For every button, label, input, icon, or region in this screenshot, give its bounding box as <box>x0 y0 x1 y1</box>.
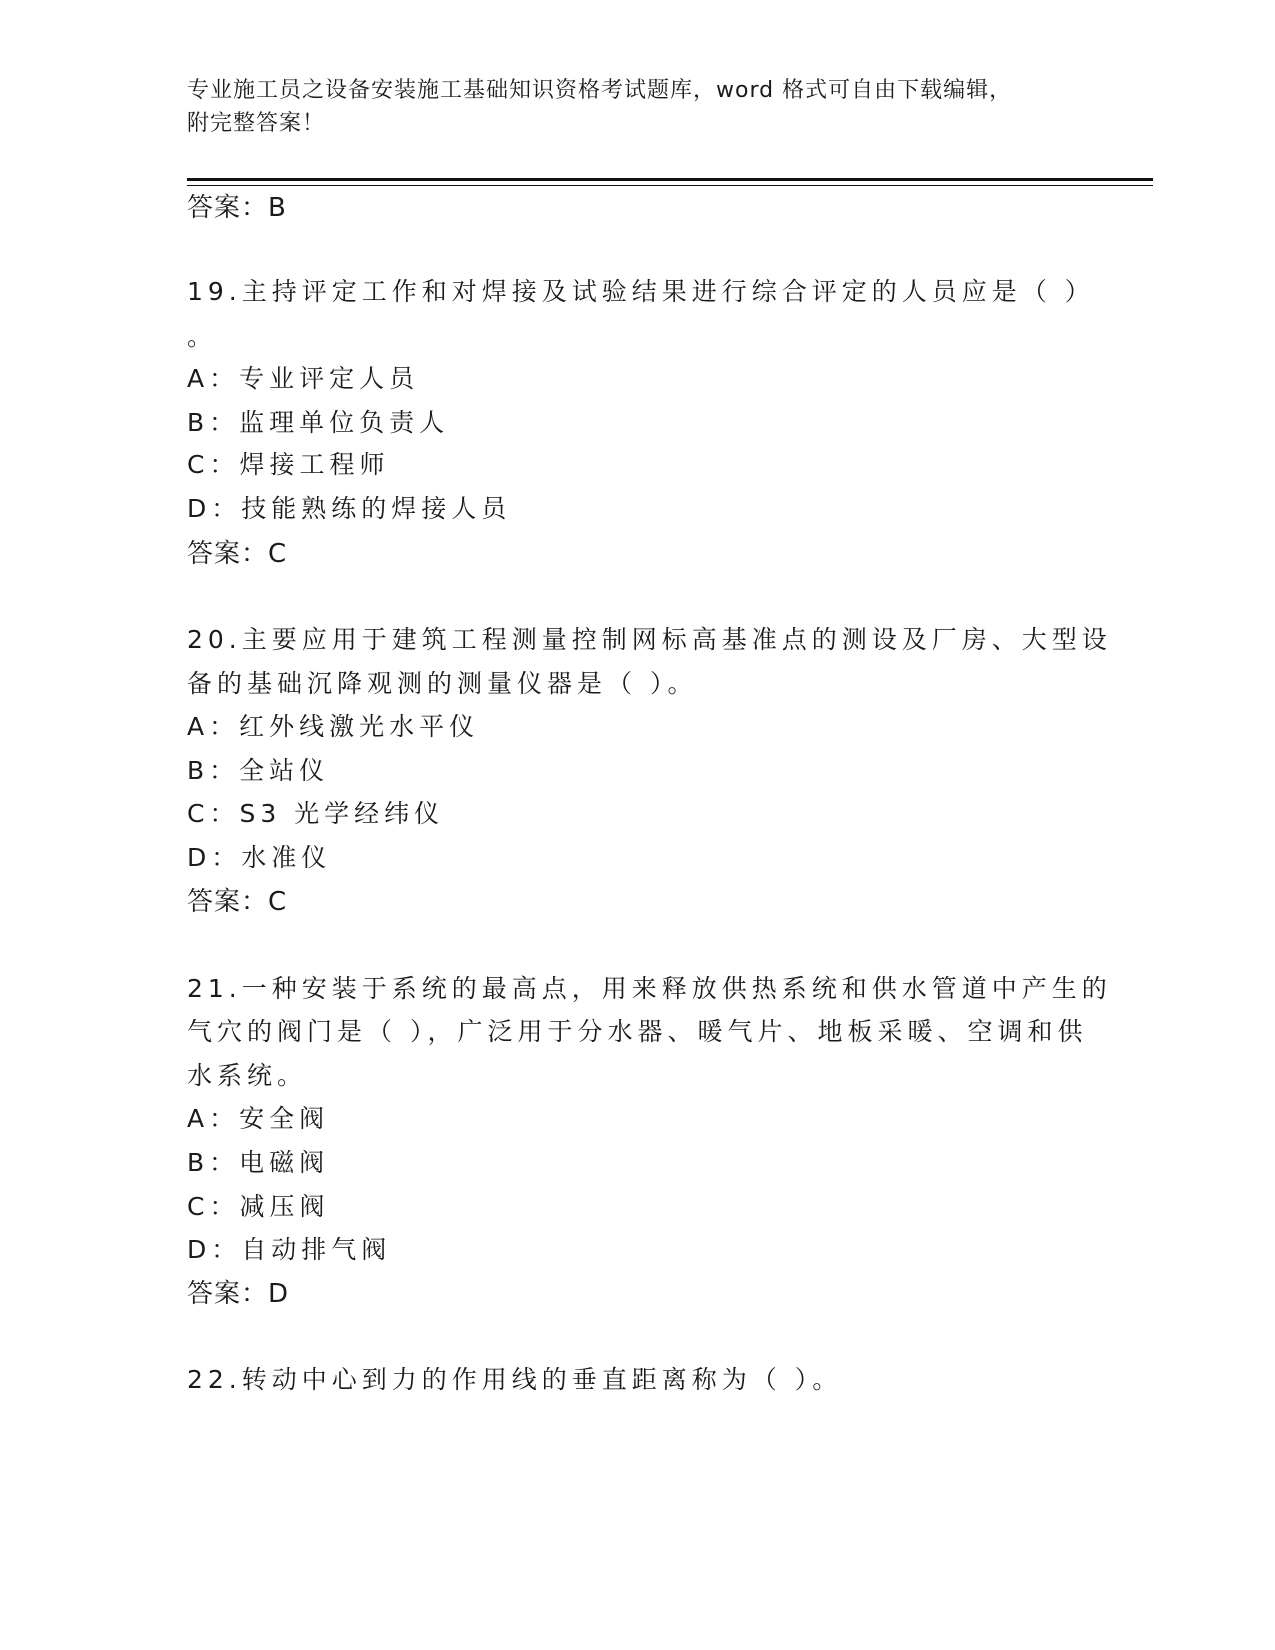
answer-text: 答案：B <box>187 193 287 223</box>
question-21-answer: 答案：D <box>187 1279 290 1309</box>
question-19-option-a: A：专业评定人员 <box>187 364 420 393</box>
question-19-answer: 答案：C <box>187 539 288 569</box>
question-20-line-2: 备的基础沉降观测的测量仪器是（ ）。 <box>187 669 698 698</box>
question-19-option-d: D：技能熟练的焊接人员 <box>187 494 512 523</box>
document-header <box>187 74 1067 140</box>
question-20-option-c: C：S3 光学经纬仪 <box>187 799 445 828</box>
question-19-line-2: 。 <box>187 322 218 351</box>
question-21-option-c: C：减压阀 <box>187 1192 330 1221</box>
question-21-line-2: 气穴的阀门是（ ），广泛用于分水器、暖气片、地板采暖、空调和供 <box>187 1017 1088 1046</box>
question-20-option-a: A：红外线激光水平仪 <box>187 712 480 741</box>
question-22-line-1: 22.转动中心到力的作用线的垂直距离称为（ ）。 <box>187 1365 843 1394</box>
question-19-option-b: B：监理单位负责人 <box>187 408 450 437</box>
question-21-line-1: 21.一种安装于系统的最高点，用来释放供热系统和供水管道中产生的 <box>187 974 1112 1003</box>
header-line-2: 附完整答案！ <box>187 111 326 136</box>
question-20-option-b: B：全站仪 <box>187 756 330 785</box>
question-21-option-b: B：电磁阀 <box>187 1148 330 1177</box>
question-21-line-3: 水系统。 <box>187 1061 308 1090</box>
question-20-answer: 答案：C <box>187 887 288 917</box>
header-line-1: 专业施工员之设备安装施工基础知识资格考试题库，word 格式可自由下载编辑， <box>187 78 1013 103</box>
question-21-option-d: D：自动排气阀 <box>187 1235 392 1264</box>
question-20-option-d: D：水准仪 <box>187 843 332 872</box>
header-divider-thin <box>187 185 1153 186</box>
header-divider <box>187 178 1153 181</box>
question-19-line-1: 19.主持评定工作和对焊接及试验结果进行综合评定的人员应是（ ） <box>187 277 1095 306</box>
question-20-line-1: 20.主要应用于建筑工程测量控制网标高基准点的测设及厂房、大型设 <box>187 625 1112 654</box>
question-21-option-a: A：安全阀 <box>187 1104 330 1133</box>
question-19-option-c: C：焊接工程师 <box>187 450 390 479</box>
